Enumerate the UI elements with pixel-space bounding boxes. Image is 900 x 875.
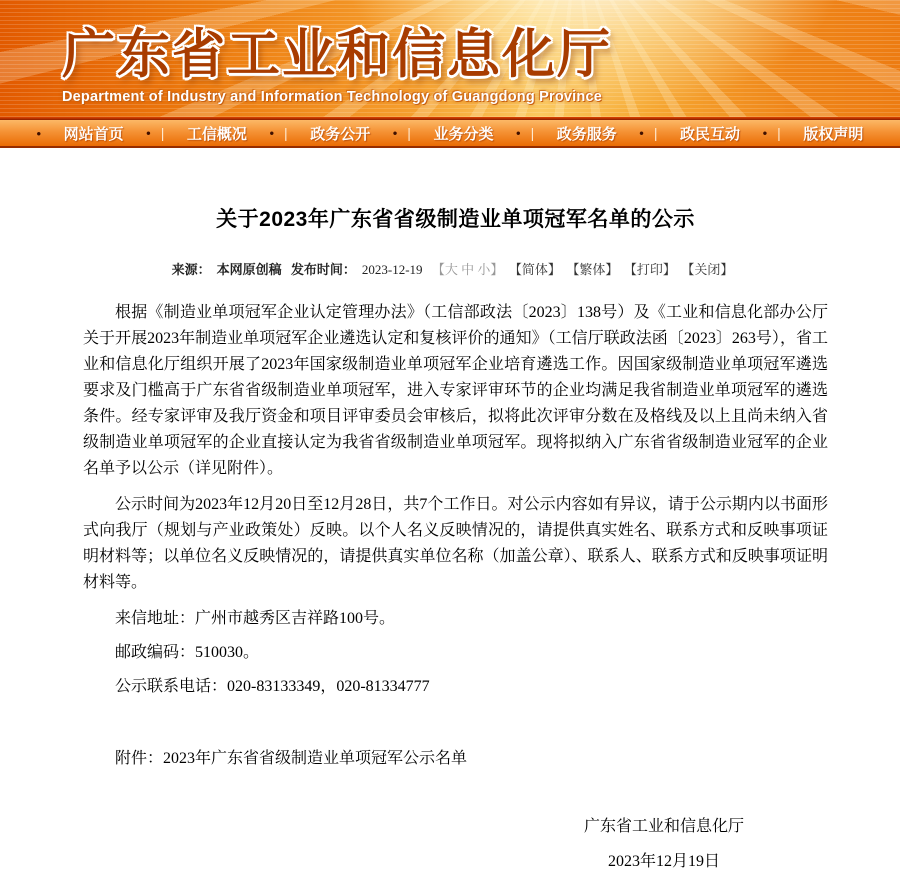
nav-bullet-icon: • [269,125,275,141]
source-value: 本网原创稿 [216,262,282,277]
nav-bullet-icon: • [36,125,42,141]
meta-controls [509,262,739,277]
paragraph-2: 公示时间为2023年12月20日至12月28日，共7个工作日。对公示内容如有异议，请于公示期内以书面形式向我厅（规划与产业政策处）反映。以个人名义反映情况的，请提供真实姓名、联系方式和反映事项证明材料等；以单位名义反映情况的，请提供真实单位名称（加盖公章）、联系人、联系方式和反映事项证明材料等。 [83,496,828,591]
nav-bullet-icon: • [516,125,521,141]
article-body [83,300,828,596]
nav-separator [269,124,287,142]
nav-separator [393,124,411,142]
site-title: 广东省工业和信息化厅 [62,25,612,84]
site-subtitle: Department of Industry and Information Technology of Guangdong Province [62,89,602,106]
site-header [0,0,900,117]
nav-pipe-divider: | [160,124,165,141]
nav-item-home[interactable]: 网站首页 [63,125,124,143]
font-size-control[interactable]: 【大 中 小】 [431,262,504,277]
nav-bullet-icon: • [762,125,768,141]
nav-separator [516,124,534,142]
publish-date: 2023-12-19 [361,262,423,277]
nav-separator [146,124,164,142]
nav-separator [763,124,781,142]
nav-pipe-divider: | [284,124,288,141]
paragraph-1: 根据《制造业单项冠军企业认定管理办法》（工信部政法〔2023〕138号）及《工业和信息化部办公厅关于开展2023年制造业单项冠军企业遴选认定和复核评价的通知》（工信厅联政法函〔2023〕263号），省工业和信息化厅组织开展了2023年国家级制造业单项冠军企业培育遴选工作。因国家级制造业单项冠军遴选要求及门槛高于广东省省级制造业单项冠军，进入专家评审环节的企业均满足我省制造业单项冠军的遴选条件。经专家评审及我厅资金和项目评审委员会审核后，拟将此次评审分数在及格线及以上且尚未纳入省级制造业单项冠军的企业直接认定为我省省级制造业单项冠军。现将拟纳入广东省省级制造业冠军的企业名单予以公示（详见附件）。 [83,304,828,477]
nav-item-services[interactable]: 政务服务 [556,125,617,143]
postal-code: 邮政编码：510030。 [115,644,260,661]
nav-item-gov-open[interactable]: 政务公开 [310,125,371,143]
nav-bullet-icon: • [146,125,151,141]
signature-date: 2023年12月19日 [607,853,720,870]
article-title: 关于2023年广东省省级制造业单项冠军名单的公示 [216,208,695,231]
nav-item-overview[interactable]: 工信概况 [186,125,247,143]
control-close[interactable]: 【关闭】 [687,262,734,277]
control-print[interactable]: 【打印】 [630,262,676,277]
nav-bullet-icon: • [392,125,398,141]
article-meta [83,259,828,278]
attachment-link[interactable]: 附件：2023年广东省省级制造业单项冠军公示名单 [115,750,468,767]
signature-org: 广东省工业和信息化厅 [583,818,744,835]
nav-bullet-icon: • [639,125,644,141]
mail-address: 来信地址：广州市越秀区吉祥路100号。 [115,610,396,627]
nav-item-business[interactable]: 业务分类 [433,125,494,143]
control-traditional[interactable]: 【繁体】 [572,262,619,277]
control-simplified[interactable]: 【简体】 [515,262,561,277]
phone-numbers: 公示联系电话：020-83133349，020-81334777 [115,678,430,695]
signature-block [584,814,744,875]
publish-date-label: 发布时间： [290,262,356,277]
nav-pipe-divider: | [407,124,411,141]
article [0,203,900,870]
source-label: 来源： [171,262,211,277]
site-logo [62,26,612,105]
nav-pipe-divider: | [653,124,658,141]
nav-pipe-divider: | [530,124,535,141]
main-nav [0,120,900,148]
nav-item-copyright[interactable]: 版权声明 [803,125,864,143]
nav-separator [639,124,657,142]
nav-pipe-divider: | [777,124,781,141]
nav-item-interaction[interactable]: 政民互动 [680,125,741,143]
